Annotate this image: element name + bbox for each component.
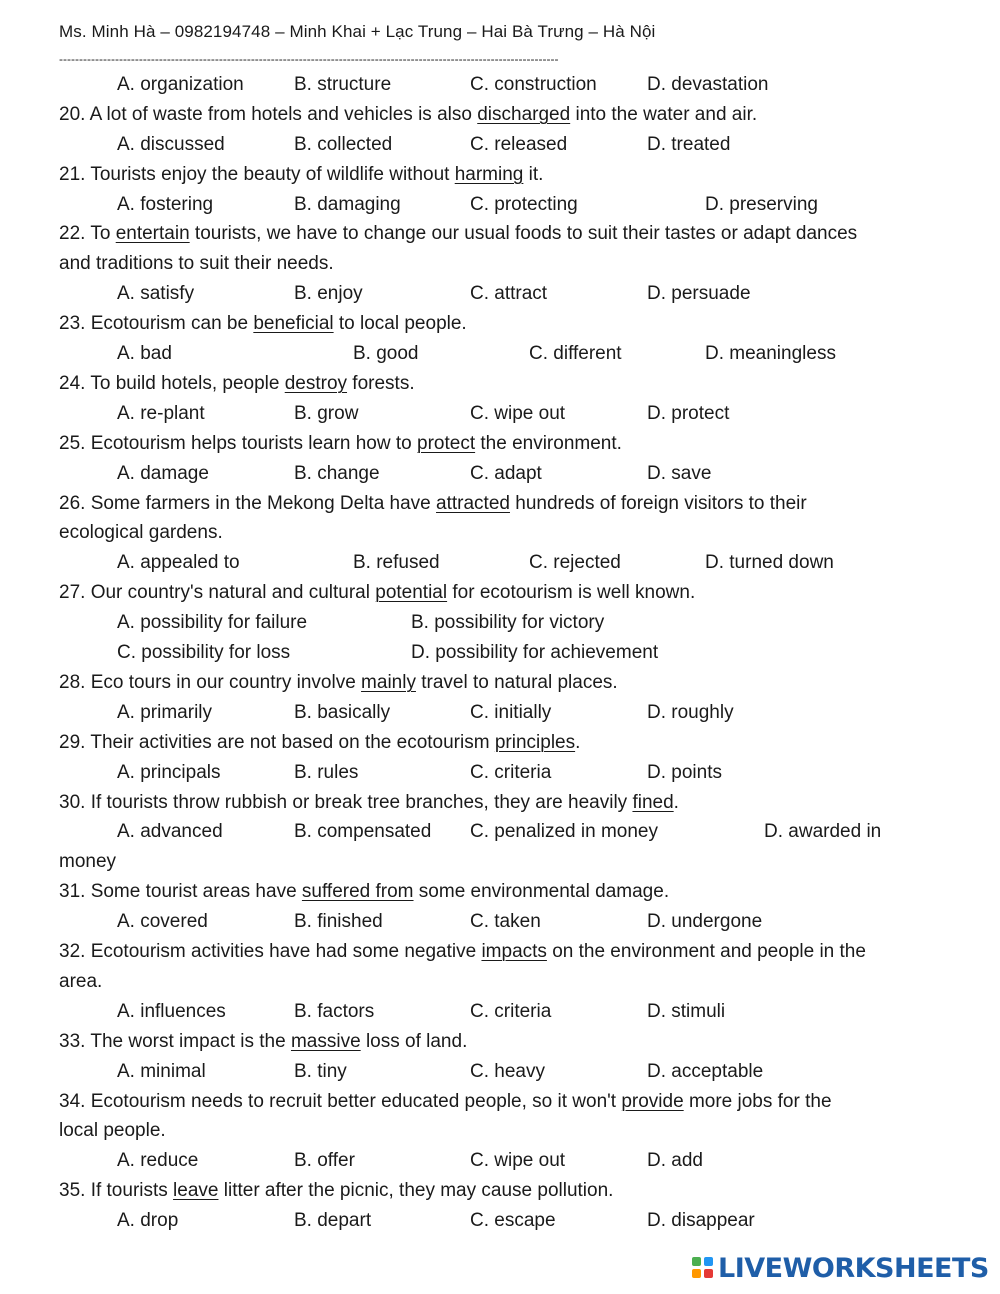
- question-28: 28. Eco tours in our country involve mainly travel to natural places.: [59, 671, 618, 693]
- q26-options: [59, 548, 949, 578]
- keyword: impacts: [481, 941, 547, 963]
- q30-options: [59, 817, 949, 847]
- question-30: 30. If tourists throw rubbish or break tree branches, they are heavily fined.: [59, 791, 679, 813]
- q29-option-d[interactable]: D. points: [647, 761, 722, 783]
- page-header: Ms. Minh Hà – 0982194748 – Minh Khai + Lạc Trung – Hai Bà Trưng – Hà Nội: [59, 22, 656, 41]
- q23-option-a[interactable]: A. bad: [117, 343, 172, 365]
- q28-option-a[interactable]: A. primarily: [117, 701, 213, 723]
- question-27: 27. Our country's natural and cultural potential for ecotourism is well known.: [59, 582, 696, 604]
- keyword: entertain: [115, 223, 190, 245]
- q27-options-row1: [59, 608, 949, 638]
- q35-options: [59, 1206, 949, 1236]
- keyword: destroy: [284, 372, 348, 394]
- q24-options: [59, 399, 949, 429]
- q19-option-a[interactable]: A. organization: [117, 74, 244, 95]
- question-32: 32. Ecotourism activities have had some negative impacts on the environment and people in the: [59, 941, 866, 963]
- q24-option-d[interactable]: D. protect: [647, 402, 730, 424]
- q30-option-d[interactable]: D. awarded in: [764, 821, 882, 843]
- q21-options: [59, 190, 949, 220]
- question-23: 23. Ecotourism can be beneficial to local people.: [59, 313, 467, 335]
- q19-options: [59, 70, 949, 100]
- keyword: fined: [632, 791, 674, 813]
- q35-option-b[interactable]: B. depart: [294, 1210, 372, 1232]
- q24-option-b[interactable]: B. grow: [294, 402, 359, 424]
- question-34: 34. Ecotourism needs to recruit better educated people, so it won't provide more jobs for the: [59, 1090, 832, 1112]
- question-22: 22. To entertain tourists, we have to change our usual foods to suit their tastes or adapt dances: [59, 223, 858, 245]
- keyword: suffered from: [301, 881, 414, 903]
- question-25: 25. Ecotourism helps tourists learn how to protect the environment.: [59, 432, 622, 454]
- q27-options-row2: [59, 638, 949, 668]
- question-20: 20. A lot of waste from hotels and vehicles is also discharged into the water and air.: [59, 103, 758, 125]
- q35-option-a[interactable]: A. drop: [117, 1210, 179, 1232]
- q20-options: [59, 130, 949, 160]
- q25-option-d[interactable]: D. save: [647, 462, 712, 484]
- q28-option-b[interactable]: B. basically: [294, 701, 391, 723]
- keyword: harming: [454, 163, 524, 185]
- logo-text: LIVEWORKSHEETS: [718, 1252, 989, 1284]
- q22-option-c[interactable]: C. attract: [470, 283, 548, 305]
- q24-option-c[interactable]: C. wipe out: [470, 402, 566, 424]
- q19-option-d[interactable]: D. devastation: [647, 74, 769, 95]
- q31-option-c[interactable]: C. taken: [470, 911, 541, 933]
- question-26-cont: ecological gardens.: [59, 522, 223, 544]
- q35-option-c[interactable]: C. escape: [470, 1210, 556, 1232]
- q23-option-b[interactable]: B. good: [353, 343, 419, 365]
- header-divider: -----------------------------------------------------------------------------------------------------------------------------: [59, 52, 559, 66]
- liveworksheets-icon: [692, 1257, 714, 1279]
- q21-option-d[interactable]: D. preserving: [705, 193, 818, 215]
- q21-option-c[interactable]: C. protecting: [470, 193, 578, 215]
- q28-options: [59, 698, 949, 728]
- q22-option-a[interactable]: A. satisfy: [117, 283, 195, 305]
- q34-option-d[interactable]: D. add: [647, 1150, 703, 1172]
- q30-option-b[interactable]: B. compensated: [294, 821, 432, 843]
- q31-options: [59, 907, 949, 937]
- q25-options: [59, 459, 949, 489]
- keyword: leave: [173, 1180, 219, 1202]
- q25-option-c[interactable]: C. adapt: [470, 462, 542, 484]
- question-29: 29. Their activities are not based on the ecotourism principles.: [59, 731, 581, 753]
- q35-option-d[interactable]: D. disappear: [647, 1210, 755, 1232]
- worksheet-content: [59, 70, 949, 1236]
- q19-option-c[interactable]: C. construction: [470, 74, 597, 95]
- q27-option-c[interactable]: C. possibility for loss: [117, 642, 291, 664]
- q34-option-c[interactable]: C. wipe out: [470, 1150, 566, 1172]
- q23-option-c[interactable]: C. different: [529, 343, 622, 365]
- q19-option-b[interactable]: B. structure: [294, 74, 392, 95]
- q30-option-c[interactable]: C. penalized in money: [470, 821, 658, 843]
- question-32-cont: area.: [59, 970, 103, 992]
- question-22-cont: and traditions to suit their needs.: [59, 253, 334, 275]
- question-31: 31. Some tourist areas have suffered from some environmental damage.: [59, 881, 670, 903]
- q22-option-b[interactable]: B. enjoy: [294, 283, 363, 305]
- question-26: 26. Some farmers in the Mekong Delta have attracted hundreds of foreign visitors to their: [59, 492, 807, 514]
- q27-option-d[interactable]: D. possibility for achievement: [411, 642, 659, 664]
- q32-options: [59, 997, 949, 1027]
- q29-options: [59, 758, 949, 788]
- q28-option-d[interactable]: D. roughly: [647, 701, 734, 723]
- q29-option-a[interactable]: A. principals: [117, 761, 221, 783]
- q26-option-d[interactable]: D. turned down: [705, 552, 834, 574]
- keyword: protect: [417, 432, 476, 454]
- question-33: 33. The worst impact is the massive loss of land.: [59, 1030, 468, 1052]
- q34-options: [59, 1146, 949, 1176]
- question-34-cont: local people.: [59, 1120, 166, 1142]
- q32-option-b[interactable]: B. factors: [294, 1000, 375, 1022]
- keyword: beneficial: [253, 313, 334, 335]
- q26-option-a[interactable]: A. appealed to: [117, 552, 240, 574]
- q25-option-a[interactable]: A. damage: [117, 462, 209, 484]
- q30-option-d-wrap: money: [59, 851, 117, 873]
- q23-options: [59, 339, 949, 369]
- q27-option-a[interactable]: A. possibility for failure: [117, 612, 308, 634]
- q28-option-c[interactable]: C. initially: [470, 701, 552, 723]
- q26-option-b[interactable]: B. refused: [353, 552, 440, 574]
- keyword: provide: [621, 1090, 684, 1112]
- q33-option-a[interactable]: A. minimal: [117, 1060, 206, 1082]
- q24-option-a[interactable]: A. re-plant: [117, 402, 205, 424]
- q33-option-b[interactable]: B. tiny: [294, 1060, 347, 1082]
- q31-option-a[interactable]: A. covered: [117, 911, 208, 933]
- q32-option-d[interactable]: D. stimuli: [647, 1000, 726, 1022]
- q23-option-d[interactable]: D. meaningless: [705, 343, 836, 365]
- q20-option-c[interactable]: C. released: [470, 133, 568, 155]
- question-21: 21. Tourists enjoy the beauty of wildlife without harming it.: [59, 163, 544, 185]
- q31-option-b[interactable]: B. finished: [294, 911, 383, 933]
- q25-option-b[interactable]: B. change: [294, 462, 380, 484]
- keyword: attracted: [436, 492, 510, 514]
- q20-option-b[interactable]: B. collected: [294, 133, 393, 155]
- q33-option-d[interactable]: D. acceptable: [647, 1060, 764, 1082]
- q21-option-a[interactable]: A. fostering: [117, 193, 214, 215]
- q32-option-c[interactable]: C. criteria: [470, 1000, 552, 1022]
- keyword: mainly: [361, 671, 416, 693]
- q30-option-a[interactable]: A. advanced: [117, 821, 223, 843]
- q29-option-b[interactable]: B. rules: [294, 761, 359, 783]
- q31-option-d[interactable]: D. undergone: [647, 911, 763, 933]
- liveworksheets-logo: [692, 1252, 989, 1284]
- keyword: potential: [375, 582, 448, 604]
- q33-option-c[interactable]: C. heavy: [470, 1060, 545, 1082]
- q26-option-c[interactable]: C. rejected: [529, 552, 621, 574]
- q34-option-b[interactable]: B. offer: [294, 1150, 355, 1172]
- keyword: principles: [494, 731, 576, 753]
- question-35: 35. If tourists leave litter after the picnic, they may cause pollution.: [59, 1180, 614, 1202]
- q29-option-c[interactable]: C. criteria: [470, 761, 552, 783]
- keyword: massive: [290, 1030, 361, 1052]
- q21-option-b[interactable]: B. damaging: [294, 193, 401, 215]
- q34-option-a[interactable]: A. reduce: [117, 1150, 199, 1172]
- q22-option-d[interactable]: D. persuade: [647, 283, 751, 305]
- q27-option-b[interactable]: B. possibility for victory: [411, 612, 605, 634]
- q22-options: [59, 279, 949, 309]
- q20-option-a[interactable]: A. discussed: [117, 133, 225, 155]
- keyword: discharged: [477, 103, 571, 125]
- question-24: 24. To build hotels, people destroy forests.: [59, 372, 415, 394]
- q32-option-a[interactable]: A. influences: [117, 1000, 226, 1022]
- q33-options: [59, 1057, 949, 1087]
- q20-option-d[interactable]: D. treated: [647, 133, 731, 155]
